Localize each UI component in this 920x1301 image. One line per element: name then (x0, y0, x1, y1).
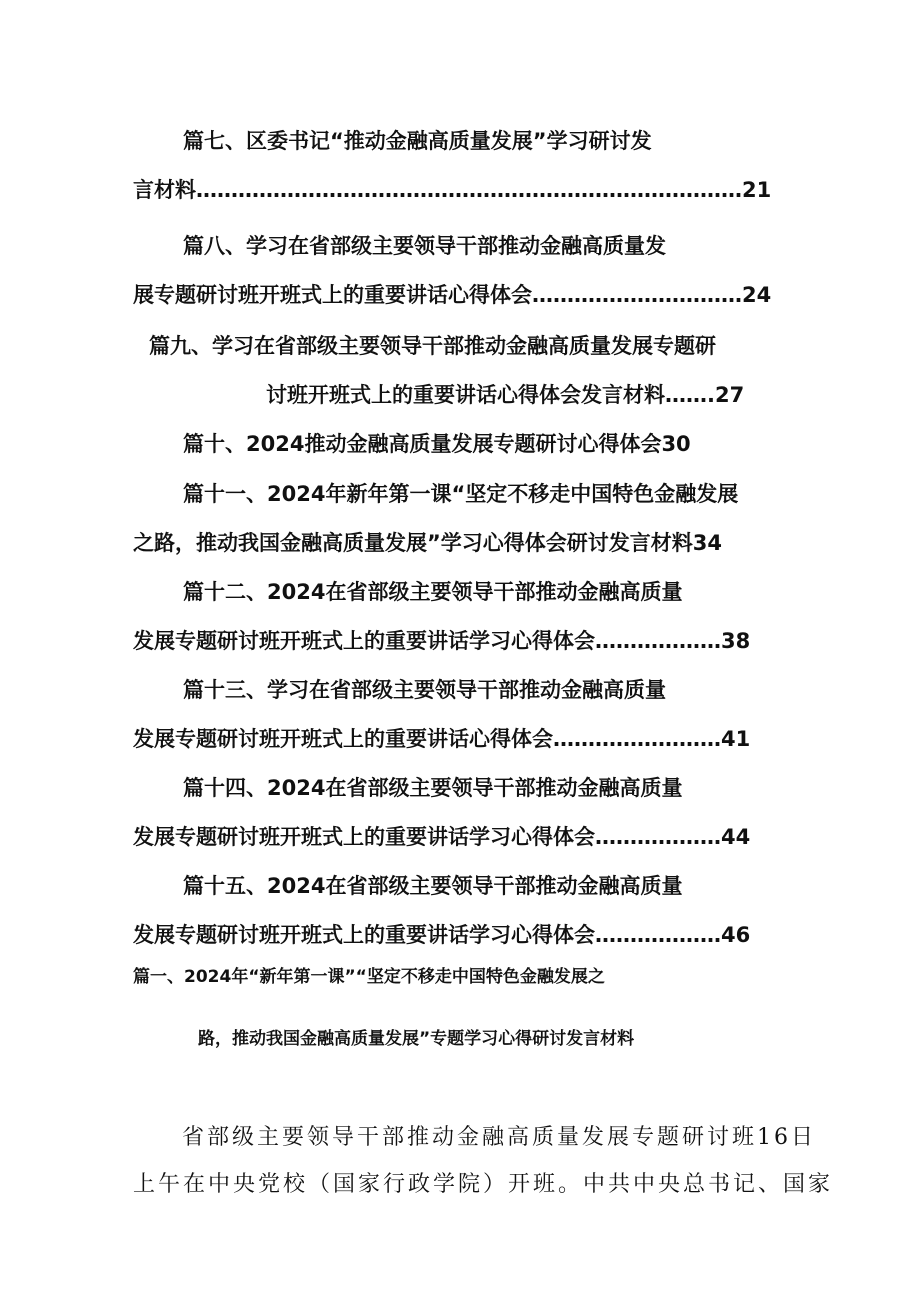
toc-entry-12-line1[interactable]: 篇十二、2024在省部级主要领导干部推动金融高质量 (183, 580, 683, 604)
article-title-line2: 路，推动我国金融高质量发展”专题学习心得研讨发言材料 (198, 1029, 635, 1049)
toc-entry-11-line1[interactable]: 篇十一、2024年新年第一课“坚定不移走中国特色金融发展 (183, 482, 739, 506)
article-body-line1: 省部级主要领导干部推动金融高质量发展专题研讨班16日 (182, 1125, 816, 1150)
toc-entry-13-line1[interactable]: 篇十三、学习在省部级主要领导干部推动金融高质量 (183, 678, 666, 702)
toc-entry-11-line2[interactable]: 之路，推动我国金融高质量发展”学习心得体会研讨发言材料34 (133, 531, 723, 555)
toc-entry-7-line2[interactable]: 言材料……………………………………………………………………21 (133, 178, 772, 202)
toc-entry-14-line1[interactable]: 篇十四、2024在省部级主要领导干部推动金融高质量 (183, 776, 683, 800)
toc-entry-9-line1[interactable]: 篇九、学习在省部级主要领导干部推动金融高质量发展专题研 (149, 334, 716, 358)
toc-entry-8-line1[interactable]: 篇八、学习在省部级主要领导干部推动金融高质量发 (183, 234, 666, 258)
toc-entry-14-line2[interactable]: 发展专题研讨班开班式上的重要讲话学习心得体会………………44 (133, 825, 751, 849)
toc-entry-9-line2[interactable]: 讨班开班式上的重要讲话心得体会发言材料…….27 (266, 383, 745, 407)
toc-entry-7-line1[interactable]: 篇七、区委书记“推动金融高质量发展”学习研讨发 (183, 129, 652, 153)
toc-entry-8-line2[interactable]: 展专题研讨班开班式上的重要讲话心得体会…………………………24 (133, 283, 772, 307)
article-title-line1: 篇一、2024年“新年第一课”“坚定不移走中国特色金融发展之 (133, 967, 605, 987)
article-body-line2: 上午在中央党校（国家行政学院）开班。中共中央总书记、国家 (133, 1172, 834, 1197)
toc-entry-13-line2[interactable]: 发展专题研讨班开班式上的重要讲话心得体会……………………41 (133, 727, 751, 751)
toc-entry-10-line1[interactable]: 篇十、2024推动金融高质量发展专题研讨心得体会30 (183, 432, 691, 456)
toc-entry-15-line1[interactable]: 篇十五、2024在省部级主要领导干部推动金融高质量 (183, 874, 683, 898)
toc-entry-15-line2[interactable]: 发展专题研讨班开班式上的重要讲话学习心得体会………………46 (133, 923, 751, 947)
toc-entry-12-line2[interactable]: 发展专题研讨班开班式上的重要讲话学习心得体会………………38 (133, 629, 751, 653)
